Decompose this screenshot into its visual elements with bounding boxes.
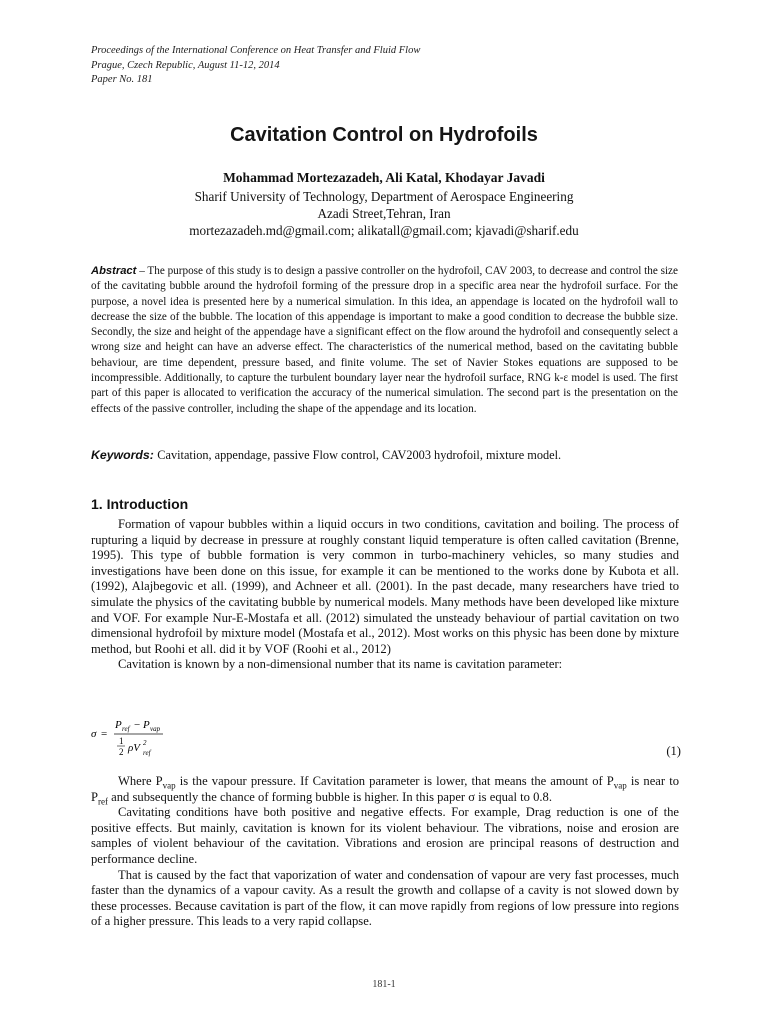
subscript: vap [613, 780, 627, 791]
eq-sigma: σ [91, 728, 97, 740]
keywords [91, 447, 681, 463]
paragraph: That is caused by the fact that vaporization of water and condensation of vapour are very fast processes, much faster than the dynamics of a vapour cavity. As a result the growth and collapse of a cavity is not slowed down by these processes. Because cavitation is part of the flow, it can move rapidly from regions of low pressure into regions of a higher pressure. This leads to a very rapid collapse. [91, 867, 679, 929]
eq-num-p2: P [143, 719, 150, 731]
subscript: vap [162, 780, 176, 791]
eq-num-minus: − [134, 719, 141, 731]
equation-number: (1) [666, 744, 681, 758]
abstract-dash: – [136, 265, 148, 277]
eq-num-p1: P [115, 719, 122, 731]
eq-num-vap: vap [150, 725, 161, 733]
abstract [91, 264, 678, 417]
keywords-colon: : [149, 448, 158, 462]
header-paper-number: Paper No. 181 [91, 74, 153, 85]
abstract-text: The purpose of this study is to design a passive controller on the hydrofoil, CAV 2003, to decrease and control the size of the cavitating bubble around the hydrofoil forming of the pressure drop in a specific area near the hydrofoil surface. For the purpose, a novel idea is presented here by a numerical simulation. In this idea, an appendage is located on the hydrofoil wall to decrease the size of the bubble. The location of this appendage is important to make a good condition to decrease the bubble size. Secondly, the size and height of the appendage have a significant effect on the flow around the hydrofoil and consequently select a wrong size and height can have an adverse effect. The characteristics of the numerical method, based on the cavitating bubble behaviour, are time dependent, pressure based, and finite volume. The set of Navier Stokes equations are supposed to be incompressible. Additionally, to capture the turbulent boundary layer near the hydrofoil surface, RNG k-ε model is used. The first part of this paper is allocated to verification the accuracy of the numerical simulation. The second part is the presentation on the effects of the passive controller, including the shape of the appendage and its location. [91, 265, 678, 415]
page-number: 181-1 [372, 979, 396, 990]
introduction-body [91, 517, 679, 673]
paper-title: Cavitation Control on Hydrofoils [230, 124, 538, 146]
eq-den-one: 1 [119, 736, 124, 746]
section-heading-introduction: 1. Introduction [91, 496, 189, 512]
affiliation-address: Azadi Street,Tehran, Iran [317, 206, 451, 221]
subscript: ref [98, 796, 109, 807]
header-conference: Proceedings of the International Conference on Heat Transfer and Fluid Flow [91, 45, 421, 56]
eq-equals: = [101, 728, 108, 740]
proceedings-header [91, 44, 420, 88]
eq-num-ref: ref [122, 725, 130, 733]
keywords-label: Keywords [91, 448, 150, 462]
eq-den-rho-v: ρV [128, 742, 140, 754]
keywords-text: Cavitation, appendage, passive Flow control, CAV2003 hydrofoil, mixture model. [157, 448, 562, 462]
eq-den-sup: 2 [143, 739, 147, 747]
abstract-label: Abstract [91, 265, 137, 277]
paragraph: Cavitating conditions have both positive and negative effects. For example, Drag reduction is one of the positive effects. But mainly, cavitation is known for its violent behaviour. The vibrations, noise and erosion are samples of violent behaviour of the cavitation. Vibrations and erosion are principal reasons of destruction and performance decline. [91, 805, 679, 866]
paragraph: Cavitation is known by a non-dimensional number that its name is cavitation parameter: [118, 657, 563, 672]
text-run: is near to P [91, 774, 679, 804]
affiliation-block [0, 188, 768, 239]
eq-den-two: 2 [119, 747, 124, 757]
text-run: is the vapour pressure. If Cavitation parameter is lower, that means the amount of P [175, 774, 614, 788]
author-list: Mohammad Mortezazadeh, Ali Katal, Khodayar Javadi [223, 170, 545, 185]
header-location-date: Prague, Czech Republic, August 11-12, 2014 [91, 59, 280, 71]
equation-1 [89, 714, 681, 764]
paragraph: Formation of vapour bubbles within a liquid occurs in two conditions, cavitation and boiling. The process of rupturing a liquid by decrease in pressure at roughly constant liquid temperature is often called cavitation (Brenne, 1995). This type of bubble formation is very common in turbo-machinery vehicles, so many studies and investigations have been done on this issue, for example it can be mentioned to the works done by Kubota et all. (1992), Alajbegovic et all. (1999), and Achneer et all. (2001). In the past decade, many researchers have tried to simulate the physics of the cavitating bubble by numerical models. Many methods have been developed like mixture and VOF. For example Nur-E-Mostafa et all. (2012) simulated the unsteady behaviour of partial cavitation on two dimensional hydrofoil by mixture model (Mostafa et al., 2012). Most works on this physic has been done by mixture method, but Roohi et all. did it by VOF (Roohi et al., 2012) [91, 517, 679, 656]
paragraph [91, 774, 679, 805]
equation-graphic [89, 714, 209, 764]
affiliation-emails: mortezazadeh.md@gmail.com; alikatall@gmail.com; kjavadi@sharif.edu [189, 223, 579, 238]
text-run: Where P [118, 774, 163, 788]
affiliation-institution: Sharif University of Technology, Department of Aerospace Engineering [194, 189, 574, 204]
text-run: and subsequently the chance of forming bubble is higher. In this paper σ is equal to 0.8. [108, 789, 552, 804]
eq-den-sub: ref [143, 749, 151, 757]
body-continued [91, 774, 679, 930]
